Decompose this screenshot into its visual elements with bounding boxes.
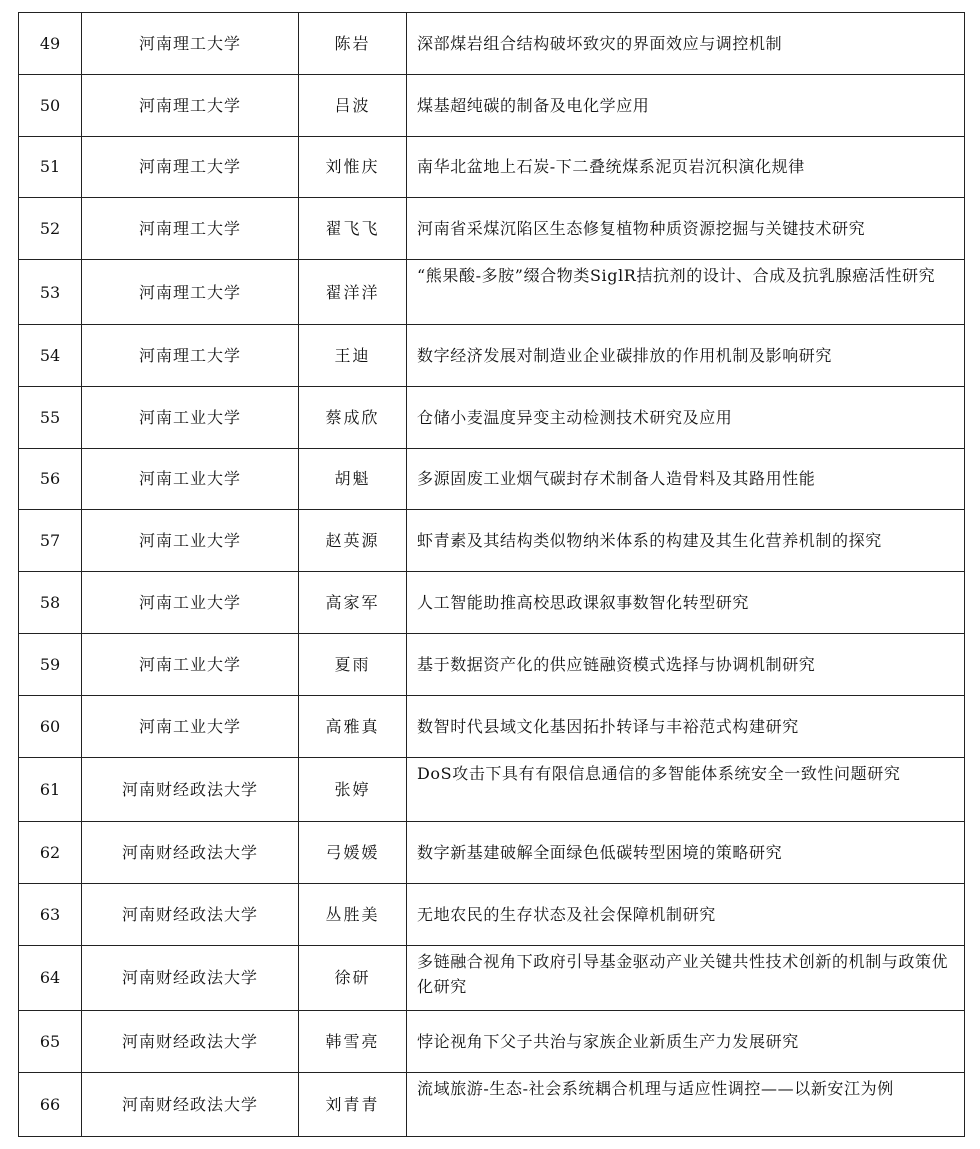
- university-cell: [82, 324, 299, 386]
- table-row: [19, 1072, 965, 1137]
- table-row: [19, 757, 965, 822]
- university-cell-text: 河南理工大学: [138, 157, 241, 177]
- person-name-cell: [299, 1072, 407, 1137]
- university-cell-text: 河南财经政法大学: [121, 1094, 258, 1114]
- university-cell: [82, 1072, 299, 1137]
- person-name-cell-text: 弓媛媛: [325, 843, 380, 863]
- table-row: [19, 324, 965, 386]
- row-number: 65: [19, 1010, 82, 1072]
- project-title-cell: 南华北盆地上石炭-下二叠统煤系泥页岩沉积演化规律: [407, 136, 965, 198]
- university-cell: [82, 633, 299, 695]
- person-name-cell-text: 吕波: [334, 95, 371, 115]
- person-name-cell-text: 夏雨: [334, 654, 371, 674]
- university-cell: [82, 198, 299, 260]
- row-number: 52: [19, 198, 82, 260]
- row-number: 55: [19, 386, 82, 448]
- university-cell-text: 河南理工大学: [138, 345, 241, 365]
- university-cell: [82, 695, 299, 757]
- person-name-cell: [299, 884, 407, 946]
- person-name-cell: [299, 74, 407, 136]
- table-row: [19, 695, 965, 757]
- university-cell-text: 河南工业大学: [138, 716, 241, 736]
- table-row: [19, 572, 965, 634]
- row-number: 59: [19, 633, 82, 695]
- project-title-cell: “熊果酸-多胺”缀合物类SiglR拮抗剂的设计、合成及抗乳腺癌活性研究: [407, 260, 965, 325]
- project-title-cell: 多链融合视角下政府引导基金驱动产业关键共性技术创新的机制与政策优化研究: [407, 945, 965, 1010]
- person-name-cell: [299, 1010, 407, 1072]
- table-row: [19, 884, 965, 946]
- table-row: [19, 74, 965, 136]
- table-body: [19, 13, 965, 1137]
- project-title-cell: 无地农民的生存状态及社会保障机制研究: [407, 884, 965, 946]
- university-cell: [82, 572, 299, 634]
- person-name-cell-text: 徐研: [334, 968, 371, 988]
- table-row: [19, 136, 965, 198]
- university-cell-text: 河南财经政法大学: [121, 843, 258, 863]
- table-row: [19, 1010, 965, 1072]
- university-cell-text: 河南理工大学: [138, 95, 241, 115]
- person-name-cell-text: 陈岩: [334, 33, 371, 53]
- project-title-cell: 悖论视角下父子共治与家族企业新质生产力发展研究: [407, 1010, 965, 1072]
- university-cell: [82, 1010, 299, 1072]
- university-cell-text: 河南财经政法大学: [121, 968, 258, 988]
- table-row: [19, 633, 965, 695]
- person-name-cell-text: 王迪: [334, 345, 371, 365]
- person-name-cell-text: 高雅真: [325, 716, 380, 736]
- project-title-cell: 深部煤岩组合结构破坏致灾的界面效应与调控机制: [407, 13, 965, 75]
- row-number: 63: [19, 884, 82, 946]
- person-name-cell: [299, 757, 407, 822]
- project-title-cell: 多源固废工业烟气碳封存术制备人造骨料及其路用性能: [407, 448, 965, 510]
- project-title-cell: 数字新基建破解全面绿色低碳转型困境的策略研究: [407, 822, 965, 884]
- university-cell-text: 河南工业大学: [138, 593, 241, 613]
- table-row: [19, 260, 965, 325]
- person-name-cell: [299, 448, 407, 510]
- person-name-cell-text: 高家军: [325, 593, 380, 613]
- table-row: [19, 448, 965, 510]
- row-number: 56: [19, 448, 82, 510]
- row-number: 60: [19, 695, 82, 757]
- project-title-cell: 人工智能助推高校思政课叙事数智化转型研究: [407, 572, 965, 634]
- person-name-cell-text: 翟洋洋: [325, 282, 380, 302]
- project-title-cell: 数智时代县域文化基因拓扑转译与丰裕范式构建研究: [407, 695, 965, 757]
- row-number: 57: [19, 510, 82, 572]
- row-number: 53: [19, 260, 82, 325]
- project-title-cell: 数字经济发展对制造业企业碳排放的作用机制及影响研究: [407, 324, 965, 386]
- project-title-cell: DoS攻击下具有有限信息通信的多智能体系统安全一致性问题研究: [407, 757, 965, 822]
- university-cell: [82, 386, 299, 448]
- table-row: [19, 510, 965, 572]
- person-name-cell-text: 翟飞飞: [325, 219, 380, 239]
- row-number: 61: [19, 757, 82, 822]
- person-name-cell-text: 蔡成欣: [325, 407, 380, 427]
- project-title-cell: 流域旅游-生态-社会系统耦合机理与适应性调控——以新安江为例: [407, 1072, 965, 1137]
- person-name-cell: [299, 510, 407, 572]
- project-title-cell: 河南省采煤沉陷区生态修复植物种质资源挖掘与关键技术研究: [407, 198, 965, 260]
- row-number: 62: [19, 822, 82, 884]
- university-cell-text: 河南工业大学: [138, 531, 241, 551]
- university-cell-text: 河南财经政法大学: [121, 1031, 258, 1051]
- person-name-cell-text: 丛胜美: [325, 905, 380, 925]
- university-cell-text: 河南财经政法大学: [121, 905, 258, 925]
- table-row: [19, 945, 965, 1010]
- row-number: 49: [19, 13, 82, 75]
- table-row: [19, 13, 965, 75]
- person-name-cell: [299, 945, 407, 1010]
- project-list-table: [18, 12, 965, 1137]
- university-cell: [82, 136, 299, 198]
- person-name-cell: [299, 633, 407, 695]
- university-cell-text: 河南工业大学: [138, 407, 241, 427]
- row-number: 58: [19, 572, 82, 634]
- person-name-cell: [299, 695, 407, 757]
- table-row: [19, 198, 965, 260]
- person-name-cell: [299, 198, 407, 260]
- person-name-cell: [299, 324, 407, 386]
- person-name-cell: [299, 136, 407, 198]
- university-cell: [82, 945, 299, 1010]
- project-title-cell: 虾青素及其结构类似物纳米体系的构建及其生化营养机制的探究: [407, 510, 965, 572]
- project-title-cell: 仓储小麦温度异变主动检测技术研究及应用: [407, 386, 965, 448]
- university-cell-text: 河南工业大学: [138, 654, 241, 674]
- person-name-cell-text: 张婷: [334, 779, 371, 799]
- university-cell: [82, 510, 299, 572]
- university-cell: [82, 757, 299, 822]
- person-name-cell-text: 赵英源: [325, 531, 380, 551]
- person-name-cell: [299, 260, 407, 325]
- university-cell: [82, 448, 299, 510]
- university-cell-text: 河南财经政法大学: [121, 779, 258, 799]
- university-cell-text: 河南理工大学: [138, 33, 241, 53]
- university-cell: [82, 822, 299, 884]
- university-cell-text: 河南理工大学: [138, 219, 241, 239]
- row-number: 51: [19, 136, 82, 198]
- table-row: [19, 822, 965, 884]
- person-name-cell: [299, 13, 407, 75]
- person-name-cell: [299, 822, 407, 884]
- university-cell: [82, 74, 299, 136]
- table-row: [19, 386, 965, 448]
- person-name-cell: [299, 572, 407, 634]
- person-name-cell: [299, 386, 407, 448]
- university-cell: [82, 260, 299, 325]
- row-number: 64: [19, 945, 82, 1010]
- row-number: 54: [19, 324, 82, 386]
- university-cell: [82, 884, 299, 946]
- university-cell-text: 河南理工大学: [138, 282, 241, 302]
- university-cell: [82, 13, 299, 75]
- row-number: 50: [19, 74, 82, 136]
- project-title-cell: 煤基超纯碳的制备及电化学应用: [407, 74, 965, 136]
- row-number: 66: [19, 1072, 82, 1137]
- person-name-cell-text: 韩雪亮: [325, 1031, 380, 1051]
- person-name-cell-text: 刘青青: [325, 1094, 380, 1114]
- person-name-cell-text: 胡魁: [334, 469, 371, 489]
- project-title-cell: 基于数据资产化的供应链融资模式选择与协调机制研究: [407, 633, 965, 695]
- person-name-cell-text: 刘惟庆: [325, 157, 380, 177]
- university-cell-text: 河南工业大学: [138, 469, 241, 489]
